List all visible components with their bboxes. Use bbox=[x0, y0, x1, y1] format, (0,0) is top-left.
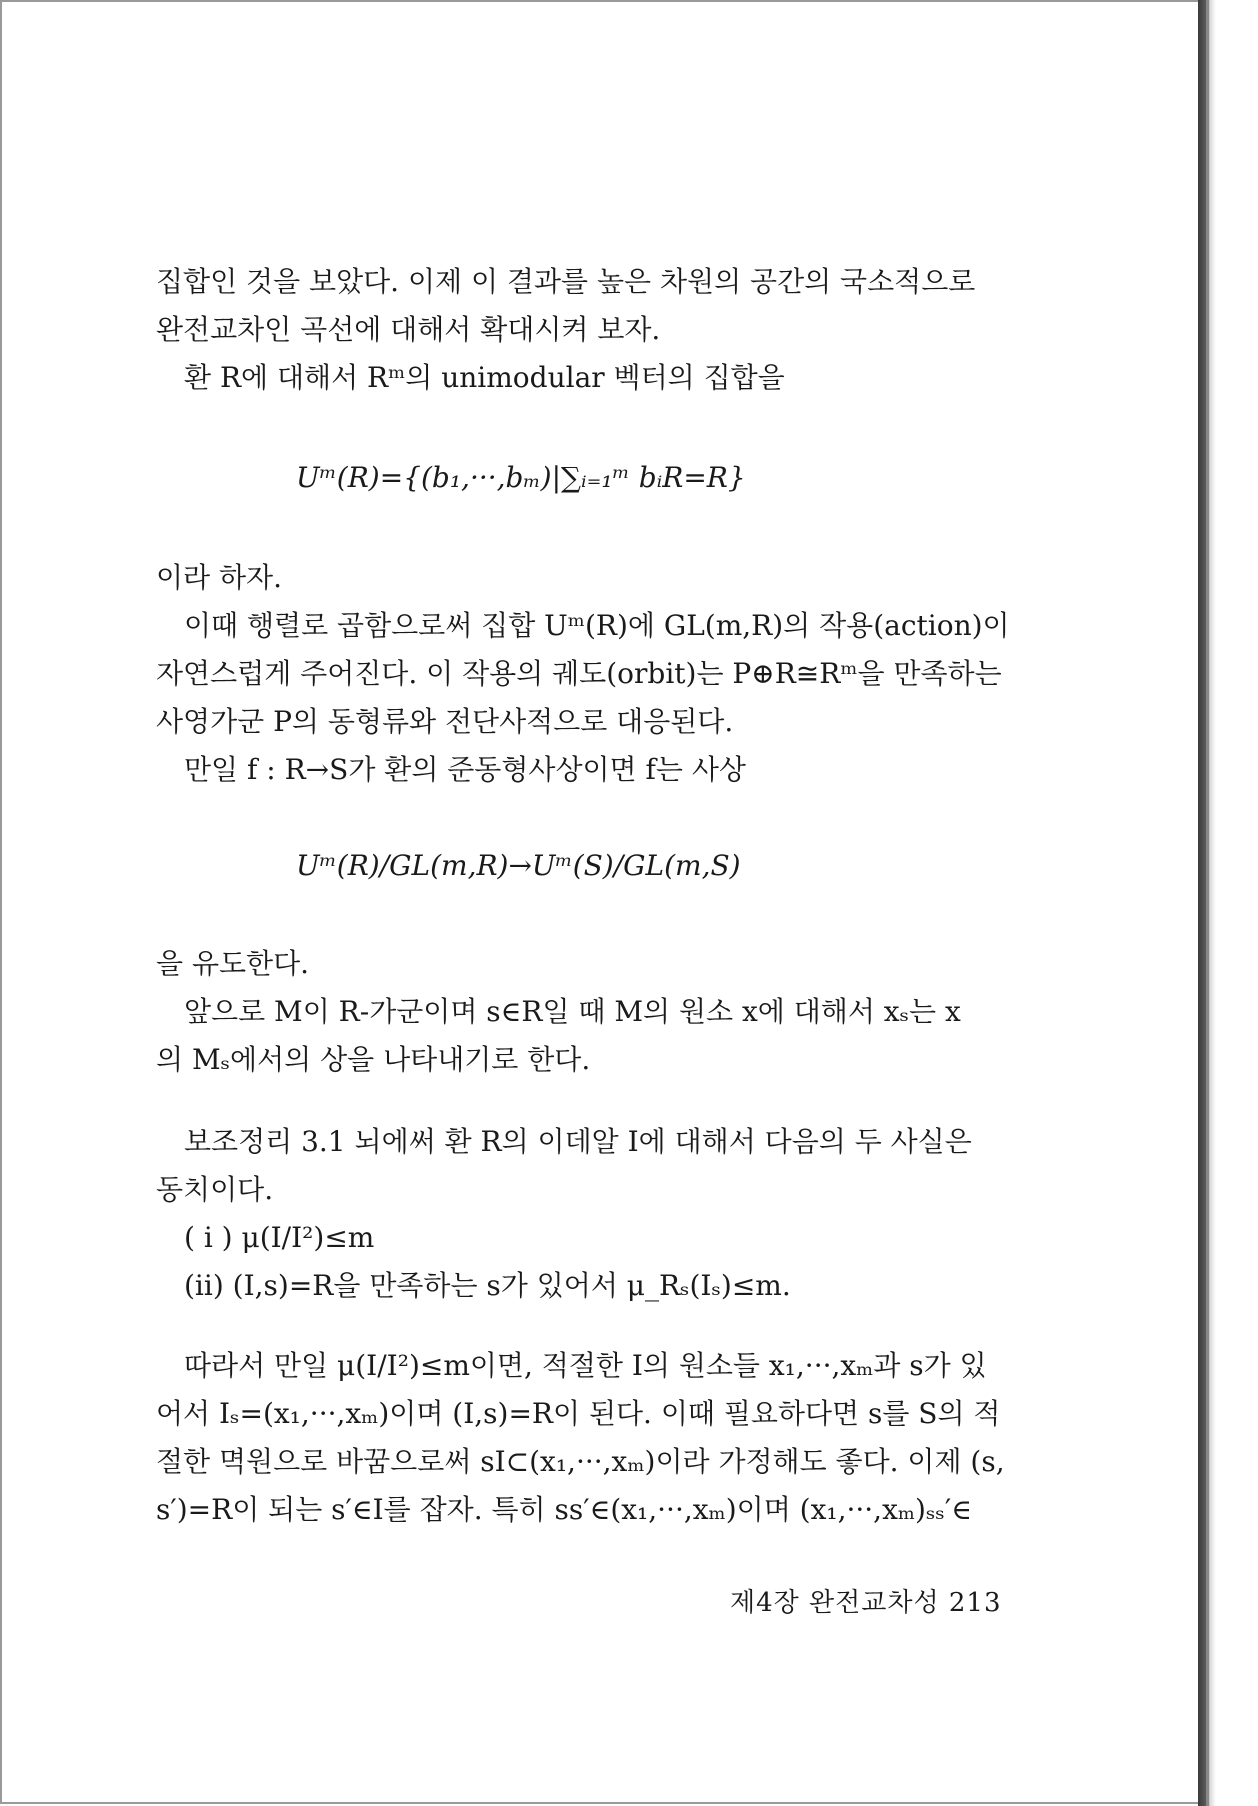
lemma-item: ( i ) μ(I/I²)≤m bbox=[184, 1221, 375, 1254]
lemma-line: 보조정리 3.1 뇌에써 환 R의 이데알 I에 대해서 다음의 두 사실은 bbox=[184, 1125, 972, 1158]
running-head: 제4장 완전교차성 213 bbox=[730, 1588, 1002, 1618]
text-line: s′)=R이 되는 s′∈I를 잡자. 특히 ss′∈(x₁,···,xₘ)이며 (x₁,···,xₘ)ₛₛ′∈ bbox=[156, 1493, 972, 1526]
text-line: 앞으로 M이 R-가군이며 s∈R일 때 M의 원소 x에 대해서 xₛ는 x bbox=[184, 995, 961, 1028]
text-line: 따라서 만일 μ(I/I²)≤m이면, 적절한 I의 원소들 x₁,···,xₘ과 s가 있 bbox=[184, 1349, 987, 1382]
text-line: 환 R에 대해서 Rᵐ의 unimodular 벡터의 집합을 bbox=[184, 361, 785, 394]
text-line: 이라 하자. bbox=[156, 561, 282, 594]
text-line: 완전교차인 곡선에 대해서 확대시켜 보자. bbox=[156, 313, 661, 346]
spacer bbox=[156, 1310, 1028, 1342]
text-line: 만일 f : R→S가 환의 준동형사상이면 f는 사상 bbox=[184, 753, 746, 786]
text-line: 을 유도한다. bbox=[156, 947, 310, 980]
page-body bbox=[156, 258, 1028, 1534]
text-line: 어서 Iₛ=(x₁,···,xₘ)이며 (I,s)=R이 된다. 이때 필요하다면 s를 S의 적 bbox=[156, 1397, 1001, 1430]
text-line: 자연스럽게 주어진다. 이 작용의 궤도(orbit)는 P⊕R≅Rᵐ을 만족하는 bbox=[156, 657, 1002, 690]
text-line: 사영가군 P의 동형류와 전단사적으로 대응된다. bbox=[156, 705, 734, 738]
lemma-line: 동치이다. bbox=[156, 1173, 274, 1206]
equation: Uᵐ(R)={(b₁,···,bₘ)|∑ᵢ₌₁ᵐ bᵢR=R} bbox=[296, 461, 746, 494]
lemma-item: (ii) (I,s)=R을 만족하는 s가 있어서 μ_Rₛ(Iₛ)≤m. bbox=[184, 1269, 791, 1302]
text-line: 집합인 것을 보았다. 이제 이 결과를 높은 차원의 공간의 국소적으로 bbox=[156, 265, 976, 298]
page-edge bbox=[1198, 0, 1258, 1806]
text-line: 이때 행렬로 곱함으로써 집합 Uᵐ(R)에 GL(m,R)의 작용(action)이 bbox=[184, 609, 1010, 642]
equation: Uᵐ(R)/GL(m,R)→Uᵐ(S)/GL(m,S) bbox=[296, 849, 741, 882]
text-line: 의 Mₛ에서의 상을 나타내기로 한다. bbox=[156, 1043, 591, 1076]
spacer bbox=[156, 1084, 1028, 1118]
text-line: 절한 멱원으로 바꿈으로써 sI⊂(x₁,···,xₘ)이라 가정해도 좋다. 이제 (s, bbox=[156, 1445, 1005, 1478]
